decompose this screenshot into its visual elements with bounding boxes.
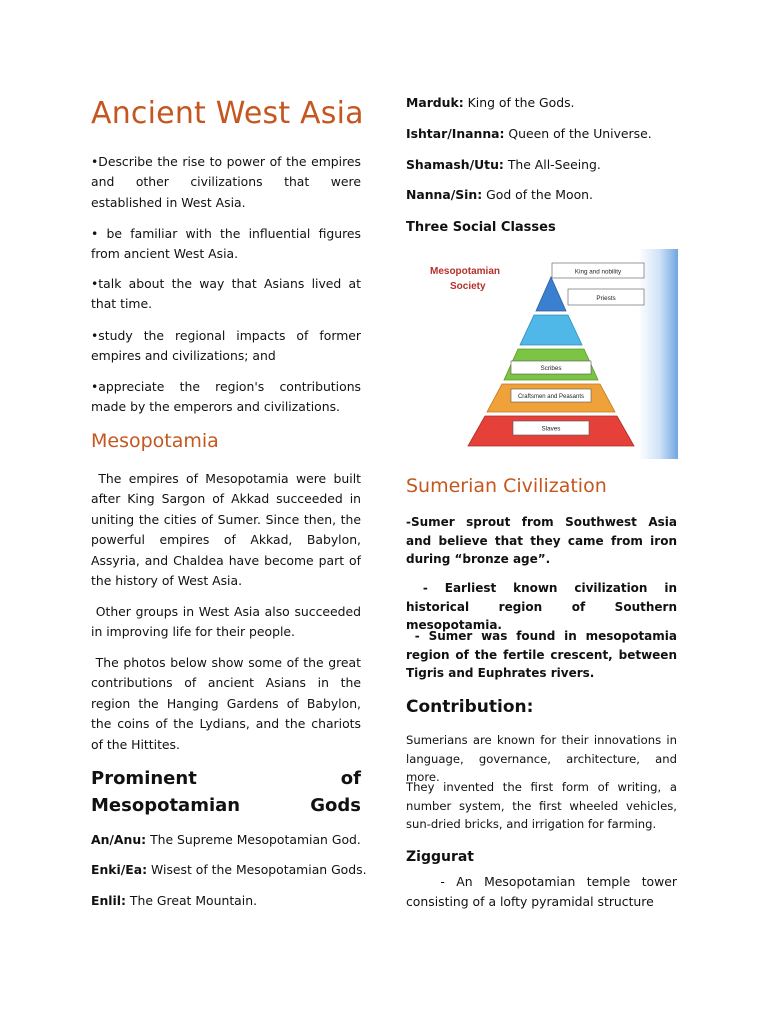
mesopotamia-paragraph-3: The photos below show some of the great contributions of ancient Asians in the region the Hanging Gardens of Babylon, the coins of the Lydians, and the chariots of the Hittites. [91,655,365,752]
sumerian-point-3: - Sumer was found in mesopotamia region of the fertile crescent, between Tigris and Euphrates rivers. [406,629,682,681]
pyramid-label-2: Priests [596,295,616,302]
god-item: Enki/Ea: Wisest of the Mesopotamian Gods. [91,862,367,877]
god-item: Shamash/Utu: The All-Seeing. [406,157,601,172]
page-title: Ancient West Asia [91,96,364,131]
social-classes-heading: Three Social Classes [406,220,556,235]
contribution-heading: Contribution: [406,697,534,717]
objective-4: •study the regional impacts of former empires and civilizations; and [91,328,361,364]
pyramid-label-1: King and nobility [574,268,622,276]
social-pyramid-figure [416,249,678,459]
mesopotamia-paragraph-2: Other groups in West Asia also succeeded in improving life for their people. [91,604,365,640]
god-item: Ishtar/Inanna: Queen of the Universe. [406,126,652,141]
objective-2: • be familiar with the influential figures from ancient West Asia. [91,226,361,262]
god-item: Marduk: King of the Gods. [406,95,575,110]
pyramid-label-5: Slaves [541,425,561,433]
social-pyramid-diagram [416,249,678,459]
god-item: An/Anu: The Supreme Mesopotamian God. [91,832,361,847]
god-item: Nanna/Sin: God of the Moon. [406,187,593,202]
mesopotamia-heading: Mesopotamia [91,430,219,452]
figure-title-line2: Society [450,281,486,292]
pyramid-label-4: Craftsmen and Peasants [517,394,585,400]
objective-3: •talk about the way that Asians lived at that time. [91,276,361,312]
gods-heading: Prominent of Mesopotamian Gods [91,768,361,816]
figure-title-line1: Mesopotamian [430,266,501,277]
contribution-paragraph-2: They invented the first form of writing, a number system, the first wheeled vehicles, sun-dried bricks, and irrigation for farming. [406,780,677,832]
god-item: Enlil: The Great Mountain. [91,893,258,908]
sumerian-heading: Sumerian Civilization [406,475,607,497]
ziggurat-text: - An Mesopotamian temple tower consisting of a lofty pyramidal structure [406,874,681,910]
sumerian-point-2: - Earliest known civilization in historical region of Southern mesopotamia. [406,581,682,633]
objective-5: •appreciate the region's contributions made by the emperors and civilizations. [91,379,361,415]
contribution-paragraph-1: Sumerians are known for their innovations in language, governance, architecture, and more. [406,733,677,785]
mesopotamia-paragraph-1: The empires of Mesopotamia were built after King Sargon of Akkad succeeded in uniting the cities of Sumer. Since then, the powerful empires of Akkad, Babylon, Assyria, and Chaldea have become part of the history of West Asia. [91,471,365,589]
pyramid-label-3: Scribes [540,365,562,372]
objective-1: •Describe the rise to power of the empires and other civilizations that were established in West Asia. [91,154,361,210]
sumerian-point-1: -Sumer sprout from Southwest Asia and believe that they came from iron during “bronze age”. [406,515,682,567]
ziggurat-heading: Ziggurat [406,849,475,865]
